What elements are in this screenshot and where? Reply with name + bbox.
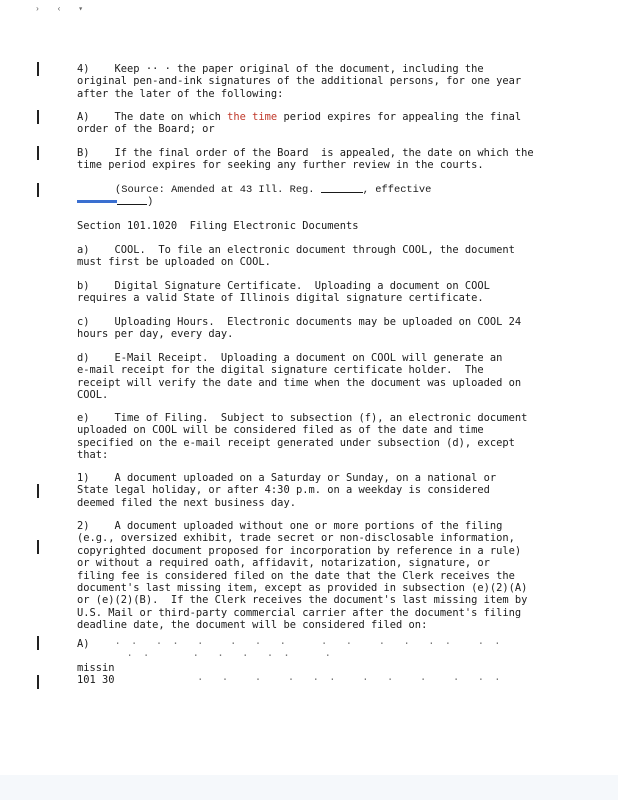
source-label: (Source: Amended at 43 Ill. Reg. [115,184,321,196]
paragraph-4b: B) If the final order of the Board is appealed, the date on which the time period expires for seeking any further review in the courts. [77,147,534,172]
paragraph-4a [77,111,547,136]
paragraph-4a-line1-start: A) The date on which [77,111,228,123]
source-close: ) [147,196,154,208]
register-volume-blank [321,183,363,193]
source-note-line2 [77,195,547,208]
effective-date-blank-2 [117,195,147,205]
revision-bar [37,636,39,650]
fragment-101: 101 30 · · · · · · · · · · · · [77,674,503,686]
illegible-text: · · · · · · · · · · · · · · · · [114,638,503,650]
scan-marks: › ‹ ▾ [35,5,90,14]
paragraph-e2: 2) A document uploaded without one or more portions of the filing (e.g., oversized exhibit, trade secret or non-disclosable information, copyrighted document proposed for incorporation by reference in a rule) or without a required oath, affidavit, notarization, signature, or filing fee is considered filed on the date that the Clerk receives the document's last missing item, except as provided in subsection (e)(2)(A) or (e)(2)(B). If the Clerk receives the document's last missing item by U.S. Mail or third-party commercial carrier after the document's filing deadline date, the document will be considered filed on: [77,520,528,632]
paragraph-a: a) COOL. To file an electronic document through COOL, the document must first be uploaded on COOL. [77,244,515,269]
paragraph-b: b) Digital Signature Certificate. Uploading a document on COOL requires a valid State of Illinois digital signature certificate. [77,280,490,305]
fragment-missin: missin [77,662,115,674]
paragraph-4a-line2: order of the Board; or [77,123,215,136]
paragraph-c: c) Uploading Hours. Electronic documents may be uploaded on COOL 24 hours per day, every day. [77,316,522,341]
revision-bar [37,540,39,554]
paragraph-d: d) E-Mail Receipt. Uploading a document on COOL will generate an e-mail receipt for the digital signature certificate holder. The receipt will verify the date and time when the document was uploaded on COOL. [77,352,522,402]
revision-bar [37,146,39,160]
paragraph-e1: 1) A document uploaded on a Saturday or Sunday, on a national or State legal holiday, or after 4:30 p.m. on a weekday is considered deemed filed the next business day. [77,472,497,509]
paragraph-e: e) Time of Filing. Subject to subsection (f), an electronic document uploaded on COOL will be considered filed as of the date and time specified on the e-mail receipt generated under subsection (d), except that: [77,412,528,462]
revision-bar [37,62,39,76]
scan-footer-strip [0,775,618,800]
effective-date-blank [77,200,117,203]
revision-bar [37,183,39,197]
struck-word: the time [227,111,278,123]
section-heading: Section 101.1020 Filing Electronic Documents [77,220,359,232]
paragraph-4a-line1-end: period expires for appealing the final [277,111,522,123]
illegible-line: · · · · · · · · [77,650,333,662]
paragraph-e2a-label: A) [77,638,115,650]
revision-bar [37,484,39,498]
source-suffix: , effective [362,184,432,196]
revision-bar [37,110,39,124]
paragraph-4: 4) Keep ·· · the paper original of the document, including the original pen-and-ink signatures of the additional persons, for one year after the later of the following: [77,63,522,100]
paragraph-e2a [77,638,547,650]
revision-bar [37,675,39,689]
